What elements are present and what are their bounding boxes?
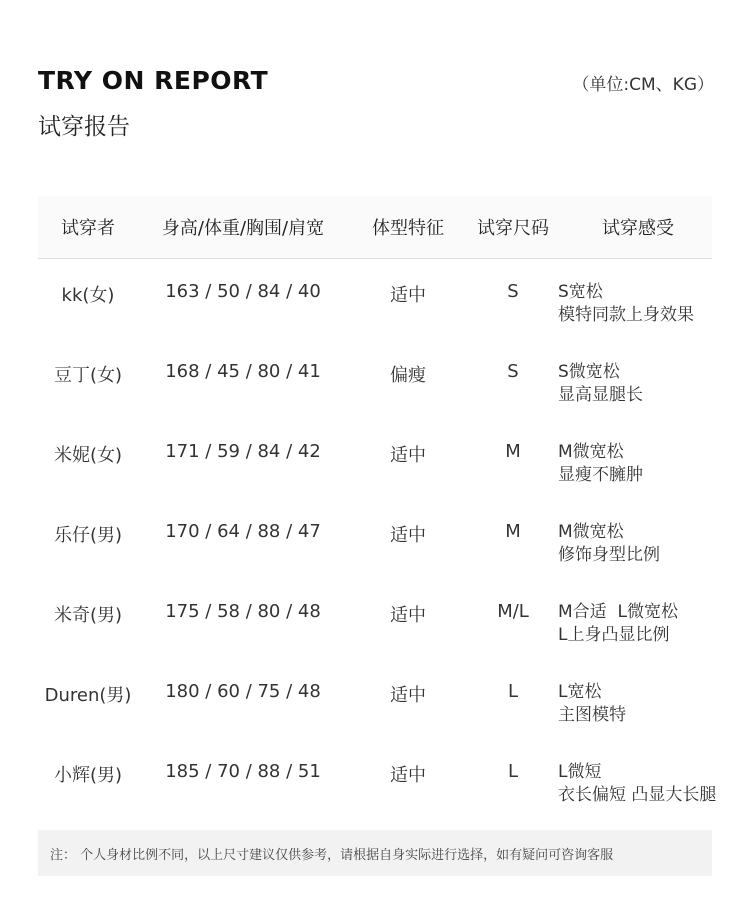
feeling-line-1: S宽松 (558, 282, 603, 302)
feeling-line-2: 显瘦不臃肿 (558, 465, 643, 485)
column-header-size: 试穿尺码 (477, 218, 549, 239)
tester-body-type: 适中 (390, 605, 426, 626)
feeling-line-2: 修饰身型比例 (558, 545, 660, 565)
tester-feeling (558, 579, 718, 659)
feeling-line-2: L上身凸显比例 (558, 625, 670, 645)
feeling-line-1: M微宽松 (558, 522, 624, 542)
tester-name: kk(女) (61, 285, 115, 306)
table-row (38, 419, 712, 499)
unit-label: （单位:CM、KG） (572, 75, 714, 95)
tester-measurements: 163 / 50 / 84 / 40 (165, 281, 321, 302)
tester-size: L (507, 761, 519, 782)
column-header-measurements: 身高/体重/胸围/肩宽 (161, 218, 325, 239)
tester-body-type: 适中 (390, 445, 426, 466)
tester-measurements: 185 / 70 / 88 / 51 (165, 761, 321, 782)
feeling-line-2: 显高显腿长 (558, 385, 643, 405)
tester-size: M/L (497, 601, 529, 622)
tester-feeling (558, 659, 718, 739)
feeling-line-1: S微宽松 (558, 362, 620, 382)
feeling-line-1: L宽松 (558, 682, 602, 702)
tester-measurements: 168 / 45 / 80 / 41 (165, 361, 321, 382)
tester-feeling (558, 739, 718, 819)
table-row (38, 579, 712, 659)
tester-size: M (505, 521, 521, 542)
tester-name: 米奇(男) (53, 605, 123, 626)
feeling-line-1: M微宽松 (558, 442, 624, 462)
tester-name: Duren(男) (44, 685, 132, 706)
tester-size: L (507, 681, 519, 702)
column-header-body-type: 体型特征 (372, 218, 444, 239)
tester-body-type: 适中 (390, 765, 426, 786)
tester-measurements: 180 / 60 / 75 / 48 (165, 681, 321, 702)
table-row (38, 499, 712, 579)
tester-name: 乐仔(男) (53, 525, 123, 546)
report-title-en: TRY ON REPORT (38, 66, 269, 95)
feeling-line-1: L微短 (558, 762, 602, 782)
tester-feeling (558, 259, 718, 339)
table-row (38, 339, 712, 419)
tester-body-type: 适中 (390, 685, 426, 706)
tester-body-type: 适中 (390, 285, 426, 306)
disclaimer-note: 注： 个人身材比例不同，以上尺寸建议仅供参考，请根据自身实际进行选择，如有疑问可咨询客服 (38, 830, 712, 876)
table-row (38, 259, 712, 339)
feeling-line-2: 衣长偏短 凸显大长腿 (558, 785, 717, 805)
tester-name: 米妮(女) (53, 445, 123, 466)
column-header-tester: 试穿者 (61, 218, 115, 239)
try-on-table (38, 196, 717, 819)
tester-feeling (558, 339, 718, 419)
tester-measurements: 171 / 59 / 84 / 42 (165, 441, 321, 462)
tester-name: 豆丁(女) (53, 365, 123, 386)
tester-measurements: 175 / 58 / 80 / 48 (165, 601, 321, 622)
feeling-line-2: 主图模特 (558, 705, 626, 725)
tester-name: 小辉(男) (53, 765, 123, 786)
tester-size: S (507, 281, 519, 302)
column-header-feeling: 试穿感受 (602, 218, 674, 239)
feeling-line-2: 模特同款上身效果 (558, 305, 694, 325)
tester-feeling (558, 499, 718, 579)
tester-size: M (505, 441, 521, 462)
feeling-line-1: M合适 L微宽松 (558, 602, 678, 622)
table-row (38, 739, 717, 819)
tester-body-type: 适中 (390, 525, 426, 546)
tester-body-type: 偏瘦 (390, 365, 426, 386)
tester-measurements: 170 / 64 / 88 / 47 (165, 521, 321, 542)
table-row (38, 659, 712, 739)
tester-size: S (507, 361, 519, 382)
table-header-row (38, 196, 712, 259)
tester-feeling (558, 419, 718, 499)
report-title-cn: 试穿报告 (38, 114, 130, 140)
